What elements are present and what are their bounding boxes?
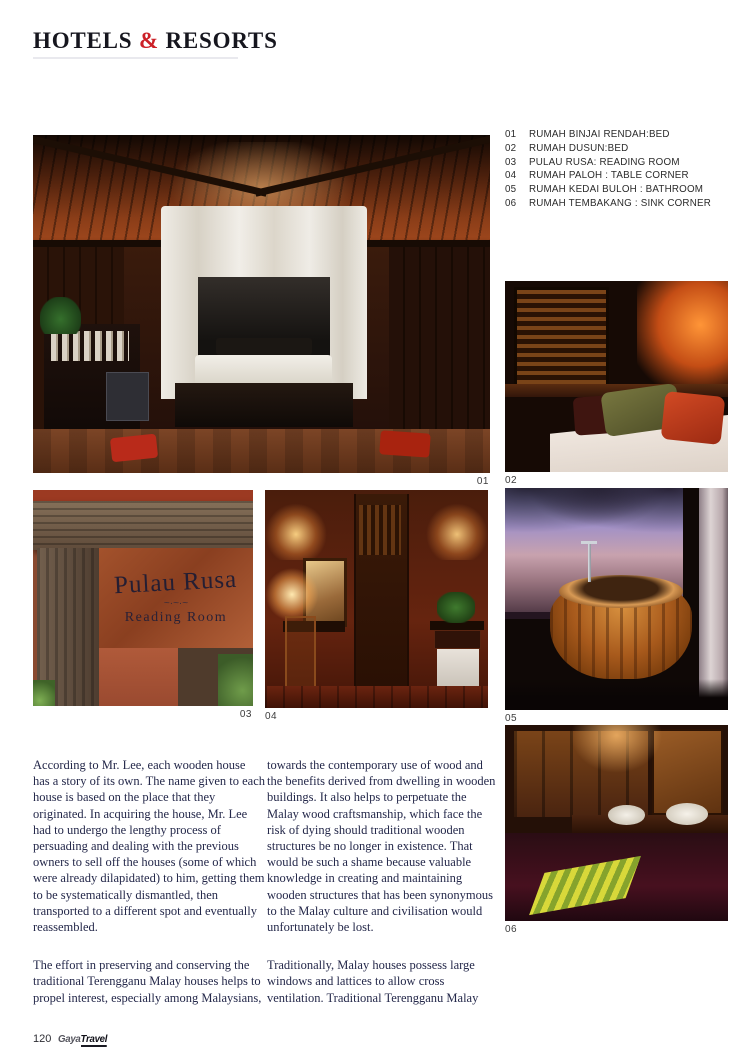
- wooden-chair: [285, 616, 316, 688]
- faucet-spout: [581, 541, 597, 544]
- wood-floor: [265, 686, 488, 708]
- window-shutters: [514, 287, 609, 392]
- faucet: [588, 544, 591, 582]
- caption-label: RUMAH PALOH : TABLE CORNER: [529, 170, 689, 182]
- title-ampersand: &: [138, 28, 159, 53]
- caption-item: [505, 169, 711, 183]
- photo-label: 03: [239, 709, 252, 720]
- photo-label: 06: [505, 924, 518, 935]
- body-paragraph: The effort in preserving and conserving the traditional Terengganu Malay houses helps to propel interest, especially among Malaysians,: [33, 958, 262, 1005]
- caption-label: RUMAH BINJAI RENDAH:BED: [529, 129, 670, 140]
- photo-image: [33, 490, 253, 706]
- sign-flourish: ~·~·~: [163, 598, 189, 610]
- title-hotels: HOTELS: [33, 28, 133, 53]
- foliage: [33, 680, 55, 706]
- caption-number: 06: [505, 197, 517, 209]
- photo-caption-list: [505, 128, 711, 211]
- body-paragraph: Traditionally, Malay houses possess large windows and lattices to allow cross ventilation. Traditional Terengganu Malay: [267, 958, 479, 1005]
- vessel-sink: [666, 803, 708, 825]
- shadow: [505, 679, 728, 710]
- wood-wall: [389, 247, 490, 433]
- plant: [40, 297, 81, 334]
- red-cushion: [380, 431, 432, 458]
- wood-panel: [99, 648, 178, 706]
- gaya-travel-logo: [58, 1033, 107, 1045]
- header-rule: [33, 57, 238, 59]
- photo-image: [33, 135, 490, 473]
- logo-travel: Travel: [80, 1033, 108, 1045]
- curtain: [699, 488, 728, 710]
- weathered-beam: [33, 501, 253, 551]
- mini-fridge: [106, 372, 149, 421]
- title-resorts: RESORTS: [165, 28, 278, 53]
- door-carving: [359, 505, 401, 555]
- vessel-sink: [608, 805, 646, 825]
- photo-bathroom-tub: [505, 488, 728, 724]
- body-paragraph: towards the contemporary use of wood and the benefits derived from dwelling in wooden buildings. It also helps to perpetuate the Malay wood craftsmanship, which face the risk of dying should traditional wooden structures be no longer in existence. That would be such a shame because valuable knowledge in creating and maintaining wooden structures that has been synonymous to the Malay culture and civilisation would unfortunately be lost.: [267, 758, 496, 935]
- caption-item: [505, 183, 711, 197]
- caption-item: [505, 142, 711, 156]
- caption-label: RUMAH KEDAI BULOH : BATHROOM: [529, 184, 704, 196]
- photo-image: [505, 488, 728, 710]
- tub-rim: [559, 575, 684, 608]
- body-column-left: [33, 757, 265, 1028]
- page-footer: [33, 1033, 112, 1045]
- amenity-bottles: [51, 331, 129, 361]
- photo-reading-room-sign: [33, 490, 253, 720]
- photo-image: [505, 281, 728, 472]
- plant: [437, 592, 475, 623]
- caption-number: 03: [505, 156, 517, 168]
- sign-title: Pulau Rusa: [113, 566, 239, 600]
- photo-image: [505, 725, 728, 921]
- table-drawer: [434, 630, 481, 649]
- lamp-glow: [265, 568, 319, 620]
- bed-pillow: [216, 338, 312, 355]
- photo-bedroom-canopy: [33, 135, 490, 487]
- lamp-glow: [567, 725, 665, 776]
- photo-bed-pillows: [505, 281, 728, 486]
- logo-gaya: Gaya: [58, 1033, 81, 1045]
- sign-subtitle: Reading Room: [124, 610, 228, 626]
- white-box: [437, 649, 479, 688]
- section-header: [33, 28, 278, 54]
- foliage: [218, 654, 253, 706]
- photo-label: 02: [505, 475, 518, 486]
- photo-sink-corner: [505, 725, 728, 935]
- page-number: 120: [33, 1033, 52, 1045]
- photo-label: 04: [265, 711, 278, 722]
- photo-table-corner: [265, 490, 488, 722]
- photo-image: [265, 490, 488, 708]
- caption-label: RUMAH DUSUN:BED: [529, 142, 629, 154]
- photo-label: 01: [476, 476, 489, 487]
- caption-number: 04: [505, 170, 517, 182]
- caption-number: 01: [505, 129, 517, 140]
- red-cushion: [110, 434, 158, 462]
- photo-label: 05: [505, 713, 518, 724]
- body-paragraph: According to Mr. Lee, each wooden house has a story of its own. The name given to each house is based on the place that they originated. In acquiring the house, Mr. Lee had to undergo the lengthy process of persuading and dealing with the previous owners to sell off the houses (some of which were already dilapidated) to him, getting them to be systematically dismantled, then transported to a different spot and eventually reassembled.: [33, 758, 266, 935]
- caption-item: [505, 156, 711, 170]
- wall-sconce: [426, 503, 488, 560]
- caption-number: 05: [505, 184, 517, 196]
- wooden-sign: [99, 548, 253, 647]
- body-column-right: [267, 757, 499, 1028]
- caption-label: PULAU RUSA: READING ROOM: [529, 156, 680, 168]
- tree-silhouettes: [505, 488, 683, 541]
- red-pillow: [661, 391, 726, 445]
- caption-item: [505, 128, 711, 142]
- bed-base: [175, 383, 353, 427]
- caption-item: [505, 197, 711, 211]
- page-title: [33, 28, 278, 54]
- caption-number: 02: [505, 142, 517, 154]
- caption-label: RUMAH TEMBAKANG : SINK CORNER: [529, 197, 711, 209]
- mattress: [195, 355, 332, 385]
- wall-sconce: [265, 503, 327, 560]
